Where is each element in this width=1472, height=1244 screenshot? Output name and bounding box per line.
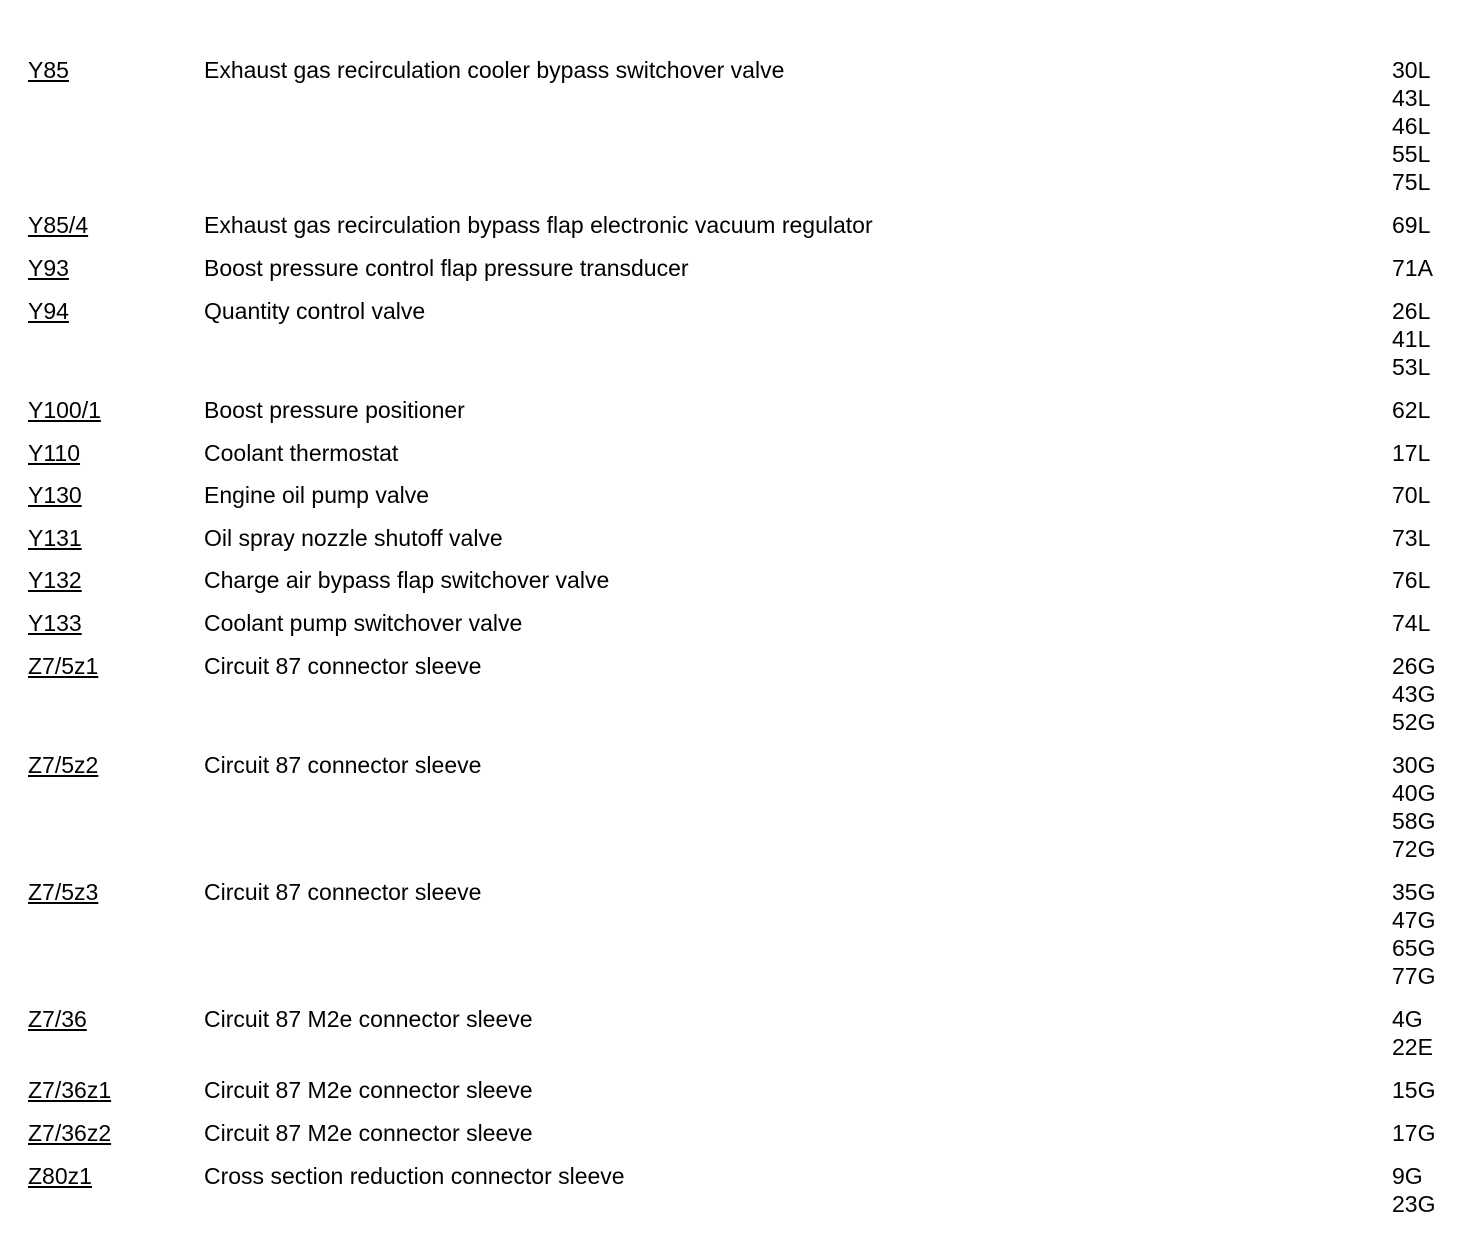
component-description: Boost pressure positioner — [204, 397, 465, 423]
component-description: Oil spray nozzle shutoff valve — [204, 525, 503, 551]
component-code-link[interactable]: Y110 — [28, 440, 81, 466]
component-code-link[interactable]: Z7/5z1 — [28, 653, 99, 679]
grid-reference: 70L — [1392, 482, 1431, 508]
component-code-link[interactable]: Y133 — [28, 610, 82, 636]
component-description: Circuit 87 connector sleeve — [204, 752, 482, 778]
component-description: Boost pressure control flap pressure transducer — [204, 255, 689, 281]
component-description: Circuit 87 M2e connector sleeve — [204, 1077, 533, 1103]
grid-reference-list — [1392, 1119, 1472, 1147]
grid-reference: 47G — [1392, 907, 1436, 933]
grid-reference: 9G — [1392, 1163, 1423, 1189]
component-description: Exhaust gas recirculation cooler bypass switchover valve — [204, 57, 785, 83]
component-description: Engine oil pump valve — [204, 482, 430, 508]
grid-reference: 53L — [1392, 354, 1431, 380]
legend-row — [0, 524, 1472, 552]
component-code-link[interactable]: Y94 — [28, 298, 69, 324]
component-code-link[interactable]: Y85/4 — [28, 212, 89, 238]
component-code-link[interactable]: Y132 — [28, 567, 82, 593]
legend-row — [0, 1162, 1472, 1218]
grid-reference: 62L — [1392, 397, 1431, 423]
component-code-link[interactable]: Z7/5z3 — [28, 879, 99, 905]
legend-row — [0, 652, 1472, 736]
grid-reference: 30L — [1392, 57, 1431, 83]
component-legend — [0, 56, 1472, 1233]
component-code-link[interactable]: Z7/36z1 — [28, 1077, 112, 1103]
grid-reference: 72G — [1392, 836, 1436, 862]
grid-reference: 15G — [1392, 1077, 1436, 1103]
grid-reference-list — [1392, 751, 1472, 863]
grid-reference: 22E — [1392, 1034, 1433, 1060]
legend-row — [0, 1119, 1472, 1147]
grid-reference: 40G — [1392, 780, 1436, 806]
component-code-link[interactable]: Y130 — [28, 482, 82, 508]
grid-reference: 77G — [1392, 963, 1436, 989]
component-description: Circuit 87 connector sleeve — [204, 653, 482, 679]
grid-reference-list — [1392, 254, 1472, 282]
grid-reference: 55L — [1392, 141, 1431, 167]
grid-reference: 26G — [1392, 653, 1436, 679]
component-description: Coolant thermostat — [204, 440, 399, 466]
grid-reference-list — [1392, 524, 1472, 552]
grid-reference-list — [1392, 1162, 1472, 1218]
grid-reference: 30G — [1392, 752, 1436, 778]
legend-row — [0, 396, 1472, 424]
legend-row — [0, 56, 1472, 196]
component-code-link[interactable]: Z80z1 — [28, 1163, 92, 1189]
legend-row — [0, 878, 1472, 990]
component-code-link[interactable]: Z7/36z2 — [28, 1120, 112, 1146]
component-code-link[interactable]: Y93 — [28, 255, 69, 281]
grid-reference-list — [1392, 1076, 1472, 1104]
legend-row — [0, 439, 1472, 467]
grid-reference-list — [1392, 297, 1472, 381]
grid-reference-list — [1392, 652, 1472, 736]
component-description: Charge air bypass flap switchover valve — [204, 567, 610, 593]
component-description: Circuit 87 connector sleeve — [204, 879, 482, 905]
grid-reference: 58G — [1392, 808, 1436, 834]
grid-reference-list — [1392, 56, 1472, 196]
component-description: Quantity control valve — [204, 298, 426, 324]
grid-reference: 4G — [1392, 1006, 1423, 1032]
grid-reference: 71A — [1392, 255, 1433, 281]
legend-row — [0, 751, 1472, 863]
component-code-link[interactable]: Y85 — [28, 57, 69, 83]
component-code-link[interactable]: Y100/1 — [28, 397, 101, 423]
legend-row — [0, 481, 1472, 509]
legend-row — [0, 254, 1472, 282]
grid-reference: 75L — [1392, 169, 1431, 195]
grid-reference: 65G — [1392, 935, 1436, 961]
grid-reference-list — [1392, 439, 1472, 467]
legend-row — [0, 297, 1472, 381]
grid-reference-list — [1392, 878, 1472, 990]
grid-reference: 26L — [1392, 298, 1431, 324]
grid-reference: 35G — [1392, 879, 1436, 905]
grid-reference-list — [1392, 566, 1472, 594]
legend-row — [0, 211, 1472, 239]
grid-reference-list — [1392, 1005, 1472, 1061]
grid-reference: 74L — [1392, 610, 1431, 636]
grid-reference: 17L — [1392, 440, 1431, 466]
legend-row — [0, 566, 1472, 594]
grid-reference: 69L — [1392, 212, 1431, 238]
grid-reference: 52G — [1392, 709, 1436, 735]
grid-reference: 43L — [1392, 85, 1431, 111]
grid-reference: 46L — [1392, 113, 1431, 139]
component-description: Circuit 87 M2e connector sleeve — [204, 1006, 533, 1032]
grid-reference: 43G — [1392, 681, 1436, 707]
component-description: Circuit 87 M2e connector sleeve — [204, 1120, 533, 1146]
component-code-link[interactable]: Z7/5z2 — [28, 752, 99, 778]
legend-row — [0, 1076, 1472, 1104]
grid-reference: 23G — [1392, 1191, 1436, 1217]
grid-reference-list — [1392, 609, 1472, 637]
grid-reference-list — [1392, 396, 1472, 424]
grid-reference: 73L — [1392, 525, 1431, 551]
legend-row — [0, 1005, 1472, 1061]
component-description: Coolant pump switchover valve — [204, 610, 523, 636]
legend-row — [0, 609, 1472, 637]
grid-reference: 17G — [1392, 1120, 1436, 1146]
component-code-link[interactable]: Y131 — [28, 525, 82, 551]
grid-reference-list — [1392, 481, 1472, 509]
grid-reference: 41L — [1392, 326, 1431, 352]
component-description: Exhaust gas recirculation bypass flap electronic vacuum regulator — [204, 212, 873, 238]
component-code-link[interactable]: Z7/36 — [28, 1006, 87, 1032]
component-description: Cross section reduction connector sleeve — [204, 1163, 625, 1189]
grid-reference-list — [1392, 211, 1472, 239]
grid-reference: 76L — [1392, 567, 1431, 593]
